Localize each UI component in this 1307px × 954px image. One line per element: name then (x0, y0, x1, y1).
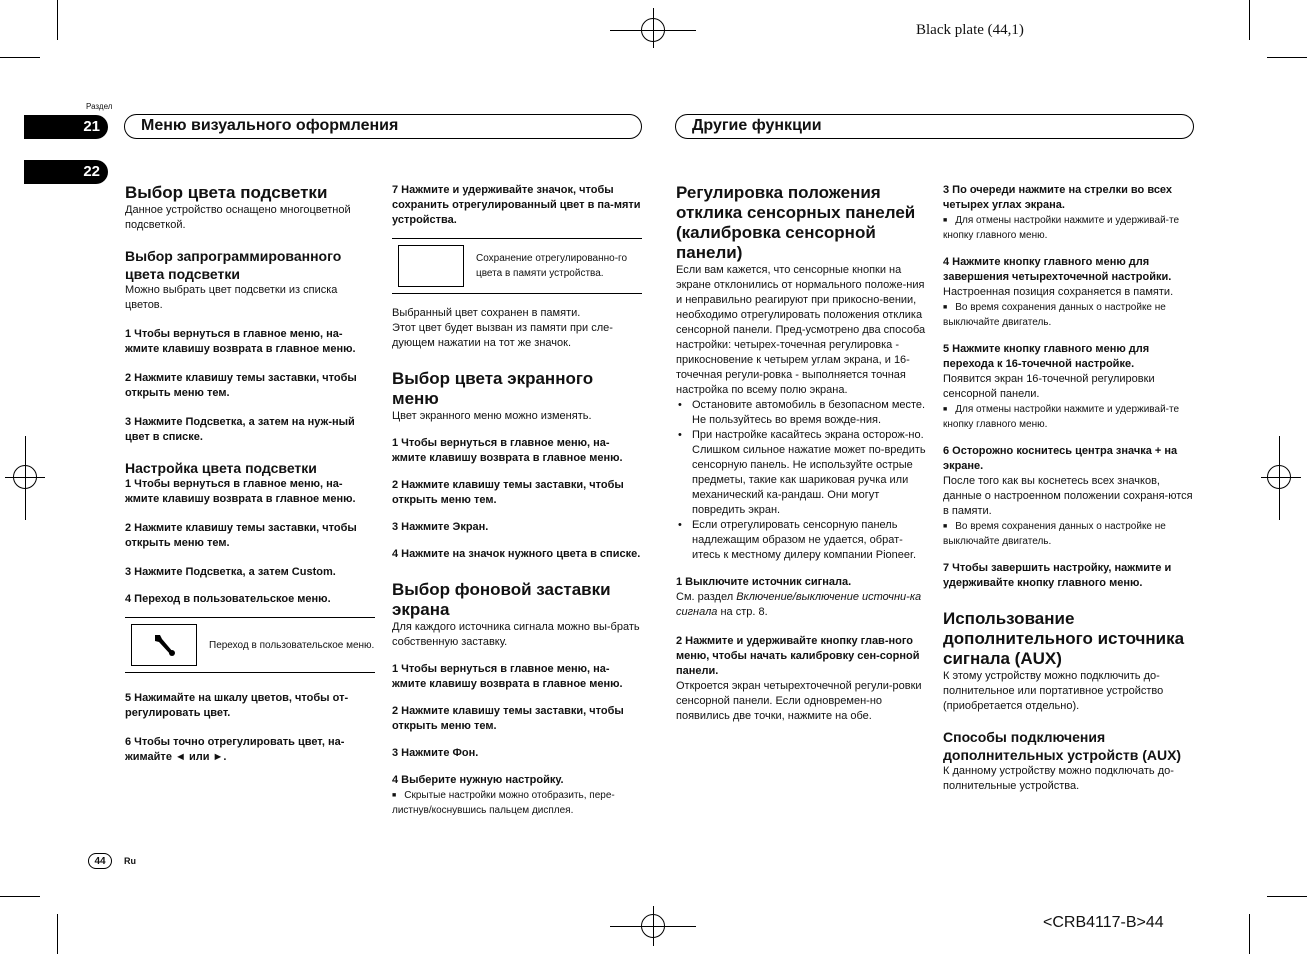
bullet-item: • При настройке касайтесь экрана осторож-но. Слишком сильное нажатие может по-вредить сенсорную панель. Не используйте острые предметы, такие как шариковая ручка или механический ка-рандаш. Они могут повредить экран. (676, 428, 926, 518)
heading: Выбор цвета экранного меню (392, 369, 594, 408)
step: 3 Нажмите Экран. (392, 521, 489, 533)
registration-mark (641, 914, 665, 938)
crop-mark (1267, 57, 1307, 58)
heading: Выбор фоновой заставки экрана (392, 580, 611, 619)
step: 6 Чтобы точно отрегулировать цвет, на-жимайте ◄ или ►. (125, 736, 345, 763)
crop-mark (57, 914, 58, 954)
paragraph: К данному устройству можно подключать до-полнительные устройства. (943, 765, 1174, 792)
step: 2 Нажмите клавишу темы заставки, чтобы открыть меню тем. (392, 479, 624, 506)
note: ■ Для отмены настройки нажмите и удерживай-те кнопку главного меню. (943, 402, 1195, 432)
paragraph: Выбранный цвет сохранен в памяти. (392, 307, 581, 319)
note: ■ Во время сохранения данных о настройке не выключайте двигатель. (943, 519, 1195, 549)
subheading: Выбор запрограммированного цвета подсветки (125, 248, 342, 282)
step: 3 Нажмите Подсветка, а затем Custom. (125, 566, 336, 578)
paragraph: Если вам кажется, что сенсорные кнопки на экране отклонились от нормального положе-ния и неправильно реагируют при прикосно-вении, необходимо отрегулировать положения отклика сенсорной панели. Пред-усмотрено два способа настройки: четырех-точечная регулировка - прикосновение к четырем углам экрана, и 16-точечная регули-ровка - выполняется точная настройка по всему полю экрана. (676, 264, 926, 396)
column-4 (943, 183, 1195, 794)
crop-mark (0, 896, 40, 897)
step: 3 Нажмите Фон. (392, 747, 479, 759)
column-1 (125, 183, 375, 765)
paragraph: Цвет экранного меню можно изменять. (392, 410, 592, 422)
paragraph: К этому устройству можно подключить до-полнительное или портативное устройство (приобретается отдельно). (943, 670, 1164, 712)
language-label: Ru (124, 856, 136, 866)
step: 4 Нажмите на значок нужного цвета в списке. (392, 548, 641, 560)
step: 7 Нажмите и удерживайте значок, чтобы сохранить отрегулированный цвет в па-мяти устройства. (392, 184, 641, 226)
paragraph: Данное устройство оснащено многоцветной подсветкой. (125, 204, 351, 231)
crop-mark (1249, 914, 1250, 954)
registration-mark (1267, 465, 1291, 489)
wrench-icon (131, 624, 197, 666)
page-number: 44 (88, 853, 112, 869)
paragraph: Можно выбрать цвет подсветки из списка цветов. (125, 284, 338, 311)
column-2 (392, 183, 642, 818)
step: 2 Нажмите клавишу темы заставки, чтобы открыть меню тем. (392, 705, 624, 732)
registration-mark (13, 465, 37, 489)
step: 5 Нажимайте на шкалу цветов, чтобы от-регулировать цвет. (125, 692, 349, 719)
screen-image (398, 245, 464, 287)
section-header-right: Другие функции (675, 114, 1194, 139)
section-tab-22: 22 (24, 160, 108, 184)
subheading: Настройка цвета подсветки (125, 460, 317, 476)
crop-mark (1249, 0, 1250, 40)
step: 2 Нажмите клавишу темы заставки, чтобы открыть меню тем. (125, 522, 357, 549)
illustration-caption: Сохранение отрегулированно-го цвета в памяти устройства. (476, 253, 628, 279)
heading: Использование дополнительного источника сигнала (AUX) (943, 609, 1185, 668)
bullet-item: • Остановите автомобиль в безопасном месте. Не пользуйтесь во время вожде-ния. (676, 398, 926, 428)
crop-mark (1267, 896, 1307, 897)
bullet-item: • Если отрегулировать сенсорную панель надлежащим образом не удается, обрат-итесь к местному дилеру компании Pioneer. (676, 518, 926, 563)
plate-label: Black plate (44,1) (916, 22, 1024, 38)
paragraph: Появится экран 16-точечной регулировки сенсорной панели. (943, 373, 1155, 400)
paragraph: Настроенная позиция сохраняется в памяти. (943, 286, 1174, 298)
subheading: Способы подключения дополнительных устройств (AUX) (943, 729, 1182, 763)
heading: Выбор цвета подсветки (125, 183, 328, 202)
section-header-left: Меню визуального оформления (124, 114, 642, 139)
step: 2 Нажмите клавишу темы заставки, чтобы открыть меню тем. (125, 372, 357, 399)
heading: Регулировка положения отклика сенсорных панелей (калибровка сенсорной панели) (676, 183, 916, 262)
step: 7 Чтобы завершить настройку, нажмите и удерживайте кнопку главного меню. (943, 562, 1172, 589)
document-code: <CRB4117-B>44 (1043, 914, 1164, 931)
paragraph: После того как вы коснетесь всех значков, данные о настроенном положении сохраня-ются в памяти. (943, 475, 1193, 517)
section-tab-21: 21 (24, 115, 108, 139)
step: 4 Выберите нужную настройку. (392, 774, 564, 786)
step: 1 Чтобы вернуться в главное меню, на-жмите клавишу возврата в главное меню. (392, 663, 623, 690)
step: 4 Переход в пользовательское меню. (125, 593, 331, 605)
step: 2 Нажмите и удерживайте кнопку глав-ного меню, чтобы начать калибровку сен-сорной панели. (676, 635, 920, 677)
column-3 (676, 183, 926, 724)
illustration-box (125, 617, 375, 673)
illustration-box (392, 238, 642, 294)
crop-mark (57, 0, 58, 40)
step: 3 Нажмите Подсветка, а затем на нуж-ный цвет в списке. (125, 416, 355, 443)
registration-mark (641, 18, 665, 42)
step: 6 Осторожно коснитесь центра значка + на экране. (943, 445, 1178, 472)
note: ■ Во время сохранения данных о настройке не выключайте двигатель. (943, 300, 1195, 330)
note: ■ Скрытые настройки можно отобразить, пере-листнув/коснувшись пальцем дисплея. (392, 788, 642, 818)
note: ■ Для отмены настройки нажмите и удерживай-те кнопку главного меню. (943, 213, 1195, 243)
step: 1 Чтобы вернуться в главное меню, на-жмите клавишу возврата в главное меню. (125, 328, 356, 355)
step: 4 Нажмите кнопку главного меню для завершения четырехточечной настройки. (943, 256, 1172, 283)
step: 1 Чтобы вернуться в главное меню, на-жмите клавишу возврата в главное меню. (125, 478, 356, 505)
step: 1 Чтобы вернуться в главное меню, на-жмите клавишу возврата в главное меню. (392, 437, 623, 464)
illustration-caption: Переход в пользовательское меню. (209, 639, 375, 651)
crop-mark (0, 57, 40, 58)
step: 5 Нажмите кнопку главного меню для перехода к 16-точечной настройке. (943, 343, 1150, 370)
step: 1 Выключите источник сигнала. (676, 576, 852, 588)
paragraph: См. раздел Включение/выключение источни-ка сигнала на стр. 8. (676, 591, 922, 618)
paragraph: Этот цвет будет вызван из памяти при сле-дующем нажатии на тот же значок. (392, 322, 613, 349)
step: 3 По очереди нажмите на стрелки во всех четырех углах экрана. (943, 184, 1173, 211)
paragraph: Для каждого источника сигнала можно вы-брать собственную заставку. (392, 621, 640, 648)
cross-reference: Включение/выключение источни-ка сигнала (676, 591, 922, 618)
section-label: Раздел (86, 102, 113, 111)
paragraph: Откроется экран четырехточечной регули-ровки сенсорной панели. Если одновремен-но появились две точки, нажмите на обе. (676, 680, 922, 722)
